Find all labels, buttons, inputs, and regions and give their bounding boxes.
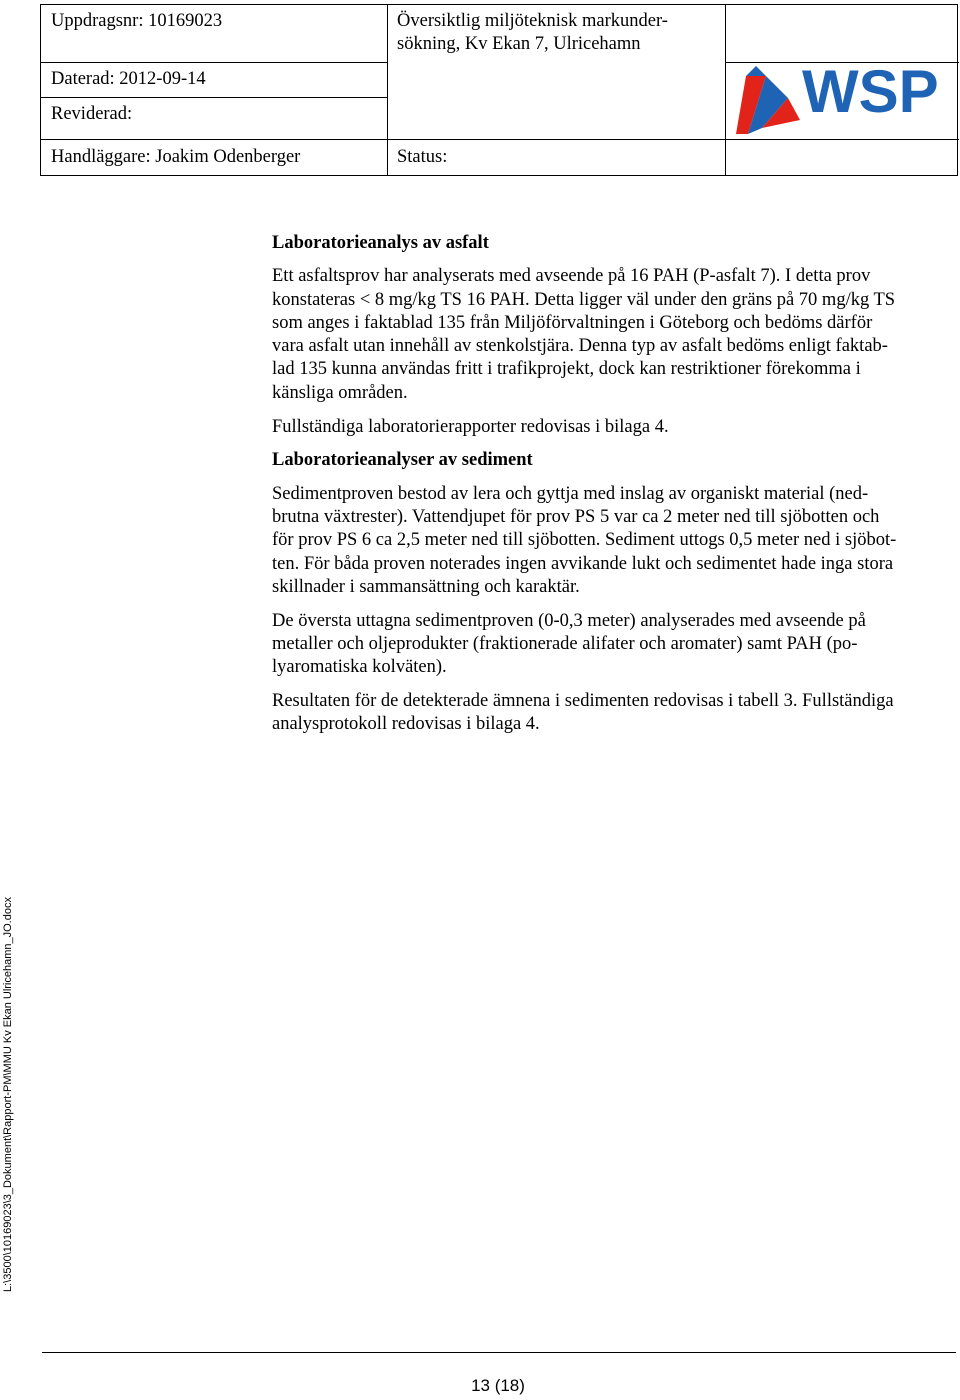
document-title-line-2: sökning, Kv Ekan 7, Ulricehamn	[397, 34, 641, 54]
wsp-logo	[732, 58, 952, 138]
handler-field: Handläggare: Joakim Odenberger	[51, 147, 301, 167]
paragraph: Ett asfaltsprov har analyserats med avseende på 16 PAH (P-asfalt 7). I detta prov konstateras < 8 mg/kg TS 16 PAH. Detta ligger väl under den gräns på 70 mg/kg TS som anges i faktablad 135 från Miljöförvaltningen i Göteborg och bedöms därför vara asfalt utan innehåll av stenkolstjära. Denna typ av asfalt bedöms enligt faktab- lad 135 kunna användas fritt i trafikprojekt, dock kan restriktioner förekomma i känsliga områden.	[272, 266, 896, 403]
status-field: Status:	[397, 147, 448, 167]
header-divider	[725, 5, 726, 175]
header-divider	[41, 139, 725, 140]
revised-field: Reviderad:	[51, 104, 133, 124]
footer-divider	[42, 1352, 956, 1353]
file-path-margin: L:\3500\10169023\3_Dokument\Rapport-PM\MMU Kv Ekan Ulricehamn_JO.docx	[2, 897, 14, 1292]
paragraph: Fullständiga laboratorierapporter redovisas i bilaga 4.	[272, 416, 669, 437]
header-divider	[41, 62, 387, 63]
logo-mark	[736, 66, 800, 134]
header-divider	[725, 139, 959, 140]
header-divider	[41, 97, 387, 98]
logo-wordmark: WSP	[802, 58, 939, 125]
document-body	[272, 232, 956, 747]
section-heading-sediment: Laboratorieanalyser av sediment	[272, 450, 533, 471]
page-number: 13 (18)	[471, 1376, 525, 1395]
document-title-line-1: Översiktlig miljöteknisk markunder-	[397, 11, 668, 31]
paragraph: De översta uttagna sedimentproven (0-0,3 meter) analyserades med avseende på metaller och oljeprodukter (fraktionerade alifater och aromater) samt PAH (po- lyaromatiska kolväten).	[272, 610, 866, 678]
paragraph: Sedimentproven bestod av lera och gyttja med inslag av organiskt material (ned- brutna växtrester). Vattendjupet för prov PS 5 var ca 2 meter ned till sjöbotten och för prov PS 6 ca 2,5 meter ned till sjöbotten. Sediment uttogs 0,5 meter ned i sjöbot- ten. För båda proven noterades ingen avvikande lukt och sedimentet hade inga stora skillnader i sammansättning och karaktär.	[272, 483, 897, 597]
paragraph: Resultaten för de detekterade ämnena i sedimenten redovisas i tabell 3. Fullständiga analysprotokoll redovisas i bilaga 4.	[272, 691, 894, 735]
header-divider	[387, 5, 388, 175]
section-heading-asphalt: Laboratorieanalys av asfalt	[272, 233, 489, 253]
assignment-number: Uppdragsnr: 10169023	[51, 11, 223, 31]
date-field: Daterad: 2012-09-14	[51, 69, 206, 89]
